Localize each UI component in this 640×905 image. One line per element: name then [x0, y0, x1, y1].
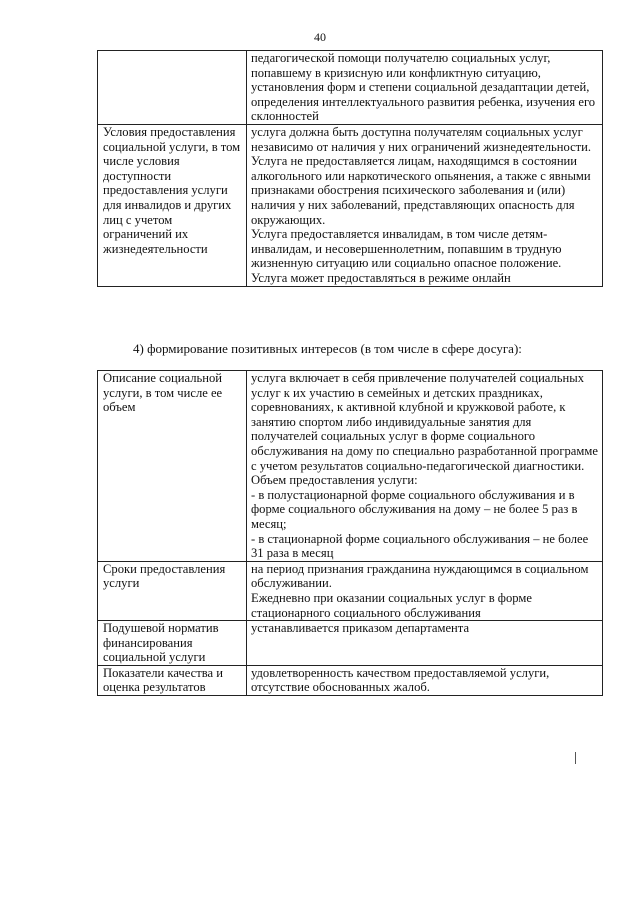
- table-row: [98, 561, 603, 620]
- table-row: [98, 371, 603, 562]
- margin-mark: [575, 752, 576, 764]
- table-row: [98, 665, 603, 695]
- table-row: [98, 124, 603, 286]
- row-label: Описание социальной услуги, в том числе ее объем: [98, 371, 247, 562]
- table-row: [98, 621, 603, 666]
- row-content: [247, 51, 603, 125]
- service-table: [97, 370, 603, 696]
- row-paragraph: удовлетворенность качеством предоставляемой услуги, отсутствие обоснованных жалоб.: [251, 665, 550, 695]
- row-paragraph: на период признания гражданина нуждающимся в социальном обслуживании.: [251, 561, 589, 591]
- row-paragraph: Услуга не предоставляется лицам, находящимся в состоянии алкогольного или наркотического опьянения, а также с явными признаками обострения психического заболевания и (или) наличия у них заболеваний, представляющих опасность для окружающих.: [251, 154, 591, 227]
- row-content: [247, 621, 603, 666]
- section-caption: 4) формирование позитивных интересов (в том числе в сфере досуга):: [133, 341, 522, 356]
- row-label: Сроки предоставления услуги: [98, 561, 247, 620]
- row-content: [247, 124, 603, 286]
- row-paragraph: Объем предоставления услуги:: [251, 473, 418, 488]
- row-content: [247, 561, 603, 620]
- row-paragraph: услуга должна быть доступна получателям социальных услуг независимо от наличия у них ограничений жизнедеятельности.: [251, 124, 592, 154]
- table-row: [98, 51, 603, 125]
- row-paragraph: - в полустационарной форме социального обслуживания и в форме социального обслуживания на дому – не более 5 раз в месяц;: [251, 487, 578, 531]
- row-label: Условия предоставления социальной услуги, в том числе условия доступности предоставления услуги для инвалидов и других лиц с учетом ограничений их жизнедеятельности: [98, 124, 247, 286]
- row-content: [247, 371, 603, 562]
- row-paragraph: Ежедневно при оказании социальных услуг в форме стационарного социального обслуживания: [251, 590, 532, 620]
- row-paragraph: Услуга может предоставляться в режиме онлайн: [251, 270, 511, 285]
- service-table-continued: [97, 50, 603, 287]
- row-paragraph: услуга включает в себя привлечение получателей социальных услуг к их участию в семейных и детских праздниках, соревнованиях, к активной клубной и кружковой работе, к занятию спортом либо индивидуальные занятия для получателей социальных услуг в форме социального обслуживания на дому по специально разработанной программе с учетом результатов социально-педагогической диагностики.: [251, 371, 598, 473]
- row-content: [247, 665, 603, 695]
- row-label: Подушевой норматив финансирования социальной услуги: [98, 621, 247, 666]
- row-paragraph: педагогической помощи получателю социальных услуг, попавшему в кризисную или конфликтную ситуацию, установления форм и степени социальной дезадаптации детей, определения интеллектуального развития ребенка, изучения его склонностей: [251, 51, 596, 124]
- row-label: Показатели качества и оценка результатов: [98, 665, 247, 695]
- row-paragraph: Услуга предоставляется инвалидам, в том числе детям-инвалидам, и несовершеннолетним, попавшим в трудную жизненную ситуацию или социально опасное положение.: [251, 227, 562, 271]
- page-number: 40: [314, 30, 326, 44]
- row-paragraph: устанавливается приказом департамента: [251, 621, 470, 636]
- row-label: [98, 51, 247, 125]
- row-paragraph: - в стационарной форме социального обслуживания – не более 31 раза в месяц: [251, 531, 589, 561]
